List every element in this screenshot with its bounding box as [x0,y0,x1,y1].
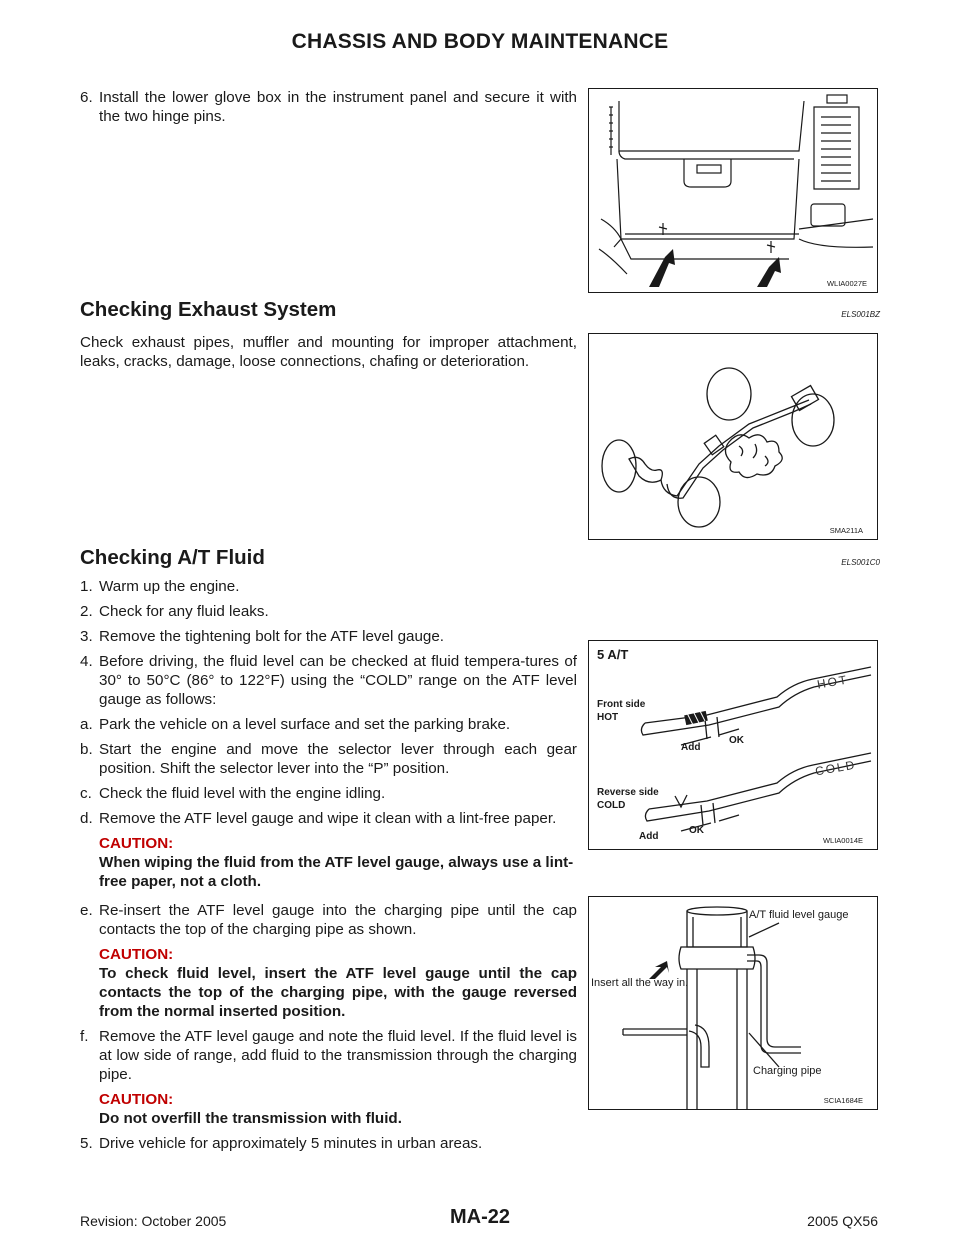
section-code: ELS001BZ [841,310,880,319]
step-number: 1. [80,578,93,595]
add-label-front: Add [681,742,701,753]
caution-1 [80,834,577,891]
figure-code: WLIA0014E [822,836,863,845]
figure-code: WLIA0027E [826,279,867,288]
gauge-figure-title: 5 A/T [597,647,629,662]
charging-pipe-illustration [589,897,877,1109]
exhaust-paragraph: Check exhaust pipes, muffler and mounting for improper attachment, leaks, cracks, damage, loose connections, chafing or deterioration. [80,334,577,370]
ok-label-reverse: OK [689,825,704,836]
page-title: CHASSIS AND BODY MAINTENANCE [291,30,669,53]
glove-box-illustration [589,89,877,292]
step-text: Drive vehicle for approximately 5 minutes in urban areas. [99,1135,483,1152]
section-code: ELS001C0 [841,558,880,567]
reverse-side-label: Reverse side [597,787,659,798]
footer-model: 2005 QX56 [807,1213,878,1229]
step-b [80,740,577,778]
step-number: e. [80,902,93,919]
step-text: Remove the ATF level gauge and wipe it clean with a lint-free paper. [99,810,557,827]
step-4 [80,652,577,709]
figure-code: SMA211A [829,526,863,535]
step-number: b. [80,741,93,758]
hot-mark: HOT [816,672,850,692]
add-label-reverse: Add [639,831,659,842]
step-text: Remove the ATF level gauge and note the fluid level. If the fluid level is at low side of range, add fluid to the transmission through the charging pipe. [99,1028,577,1083]
caution-text: To check fluid level, insert the ATF level gauge until the cap contacts the top of the charging pipe, with the gauge reversed from the normal inserted position. [99,965,577,1020]
step-1 [80,577,577,596]
pipe-label: Charging pipe [753,1065,822,1077]
step-e [80,901,577,939]
step-number: 2. [80,603,93,620]
step-5 [80,1134,577,1153]
insert-label: Insert all the way in. [591,977,689,989]
figure-exhaust [588,333,878,540]
step-text: Remove the tightening bolt for the ATF level gauge. [99,628,445,645]
caution-3 [80,1090,577,1128]
step-text: Re-insert the ATF level gauge into the charging pipe until the cap contacts the top of the charging pipe as shown. [99,902,577,938]
step-text: Warm up the engine. [99,578,240,595]
front-hot-label: HOT [597,712,619,723]
gauge-label: A/T fluid level gauge [749,909,849,921]
step-f [80,1027,577,1084]
step-6 [80,88,577,126]
figure-code: SCIA1684E [823,1096,863,1105]
figure-level-gauge [588,640,878,850]
step-number: 5. [80,1135,93,1152]
step-number: 3. [80,628,93,645]
caution-text: When wiping the fluid from the ATF level gauge, always use a lint-free paper, not a cloth. [99,854,574,890]
step-text: Install the lower glove box in the instrument panel and secure it with the two hinge pins. [99,89,577,125]
footer-revision: Revision: October 2005 [80,1213,227,1229]
footer-page-number: MA-22 [449,1206,510,1228]
ok-label-front: OK [729,735,744,746]
intro-block [80,88,577,132]
caution-label: CAUTION: [99,835,174,852]
step-d [80,809,577,828]
step-text: Start the engine and move the selector lever through each gear position. Shift the selector lever into the “P” position. [99,741,577,777]
step-number: 4. [80,653,93,670]
step-c [80,784,577,803]
step-a [80,715,577,734]
step-number: c. [80,785,92,802]
step-number: d. [80,810,93,827]
exhaust-illustration [589,334,877,539]
step-text: Park the vehicle on a level surface and set the parking brake. [99,716,511,733]
figure-glove-box [588,88,878,293]
caution-2 [80,945,577,1021]
step-text: Check for any fluid leaks. [99,603,269,620]
caution-text: Do not overfill the transmission with fluid. [99,1110,402,1127]
section-title: Checking Exhaust System [80,298,337,321]
caution-label: CAUTION: [99,946,174,963]
step-text: Check the fluid level with the engine idling. [99,785,386,802]
front-side-label: Front side [597,699,646,710]
section-heading-atf [80,546,880,570]
reverse-cold-label: COLD [597,800,626,811]
arrow-left [649,249,675,287]
step-number: f. [80,1028,89,1045]
step-number: 6. [80,89,93,106]
step-2 [80,602,577,621]
step-text: Before driving, the fluid level can be checked at fluid tempera-tures of 30° to 50°C (86° to 122°F) using the “COLD” range on the ATF level gauge as follows: [99,653,577,708]
caution-label: CAUTION: [99,1091,174,1108]
section-title: Checking A/T Fluid [80,546,265,569]
atf-steps-block [80,577,577,1159]
step-3 [80,627,577,646]
cold-mark: COLD [814,757,858,779]
arrow-right [757,257,781,287]
figure-charging-pipe [588,896,878,1110]
step-number: a. [80,716,93,733]
exhaust-text-block [80,333,577,377]
section-heading-exhaust [80,298,880,322]
